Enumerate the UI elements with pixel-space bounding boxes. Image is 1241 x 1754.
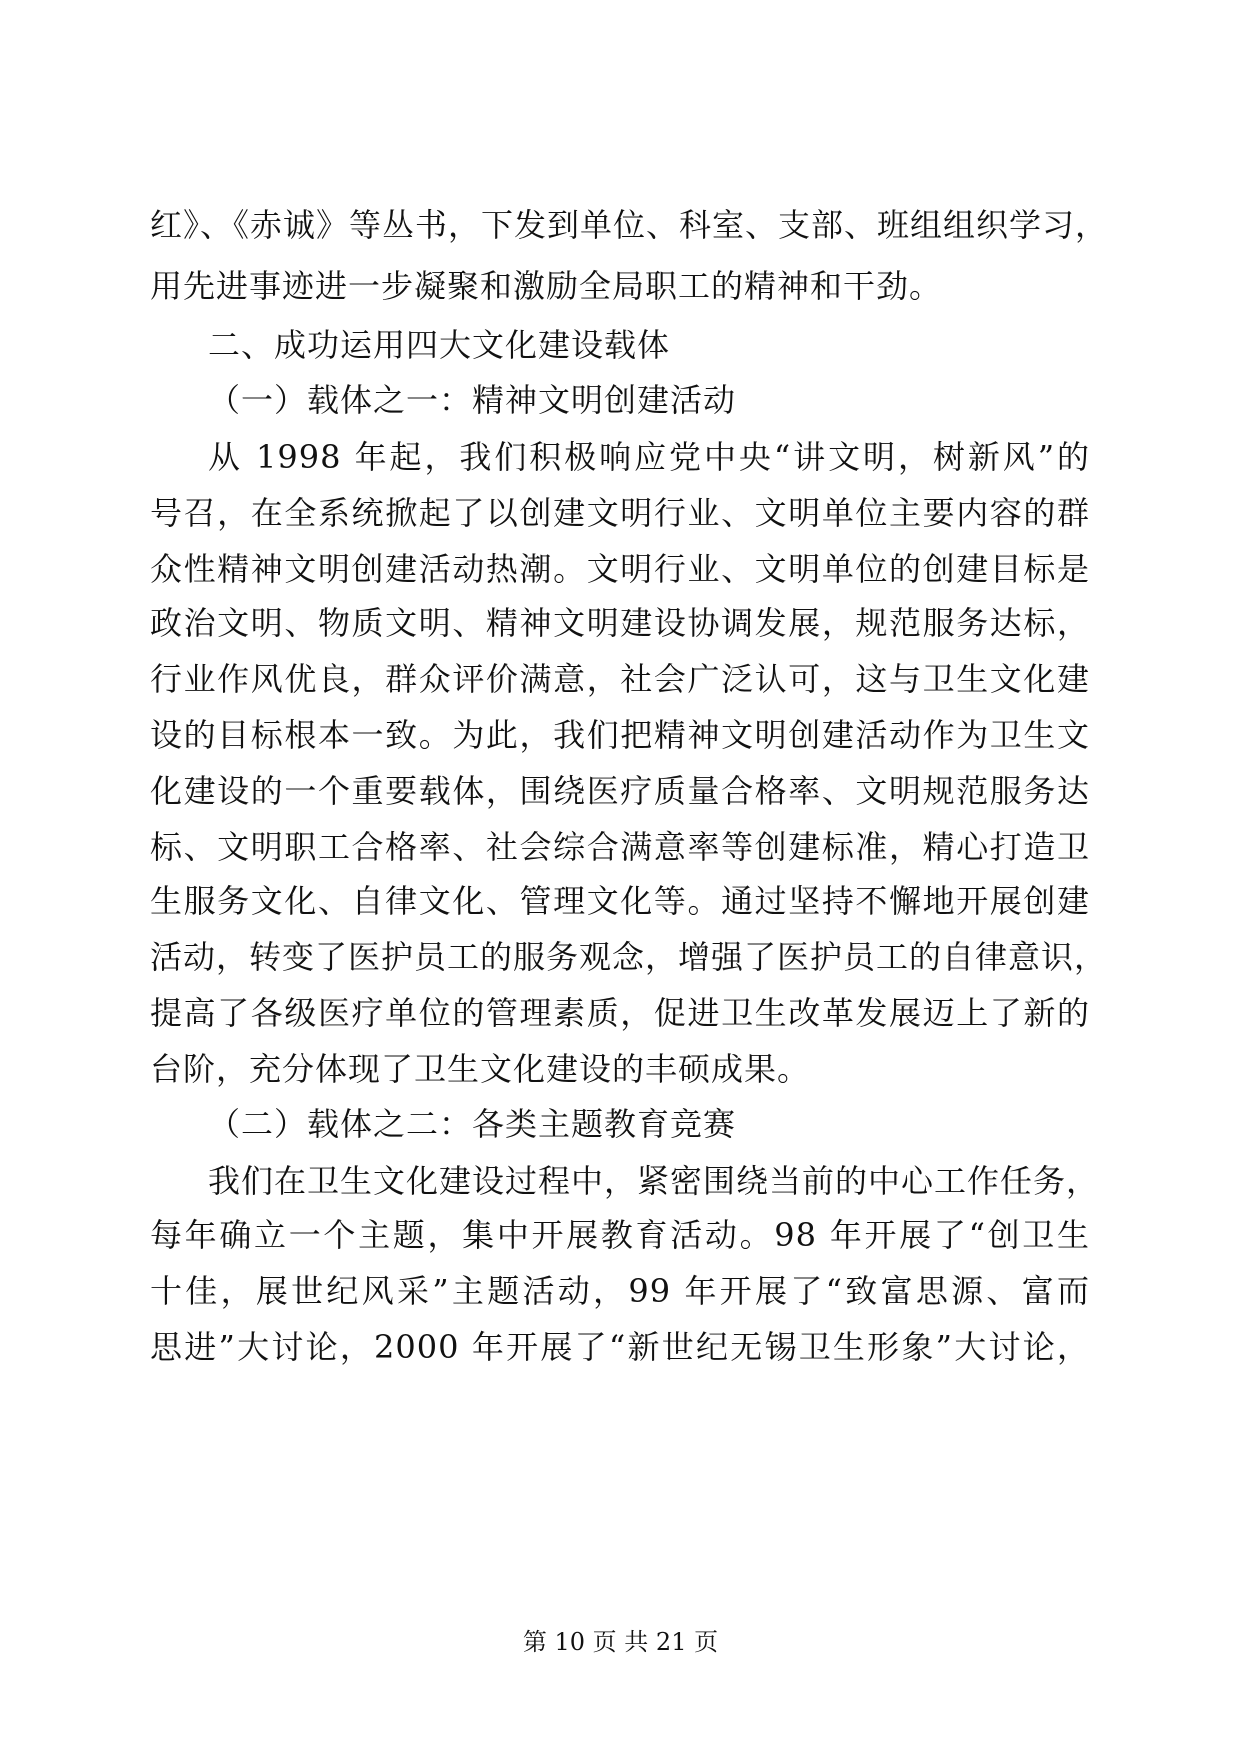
text-line: 用先进事迹进一步凝聚和激励全局职工的精神和干劲。 bbox=[150, 267, 943, 305]
text-line: 行业作风优良，群众评价满意，社会广泛认可，这与卫生文化建 bbox=[150, 660, 1090, 698]
text-line: 每年确立一个主题，集中开展教育活动。98 年开展了“创卫生 bbox=[150, 1216, 1090, 1254]
subsection-heading: （一）载体之一：精神文明创建活动 bbox=[208, 381, 737, 419]
text-line: 提高了各级医疗单位的管理素质，促进卫生改革发展迈上了新的 bbox=[150, 994, 1090, 1032]
text-line: 台阶，充分体现了卫生文化建设的丰硕成果。 bbox=[150, 1050, 811, 1088]
page-number-footer: 第 10 页 共 21 页 bbox=[522, 1628, 719, 1656]
text-line: 号召，在全系统掀起了以创建文明行业、文明单位主要内容的群 bbox=[150, 494, 1090, 532]
text-line: 从 1998 年起，我们积极响应党中央“讲文明，树新风”的 bbox=[208, 438, 1090, 476]
text-line: 众性精神文明创建活动热潮。文明行业、文明单位的创建目标是 bbox=[150, 550, 1090, 588]
text-line: 红》、《赤诚》等丛书，下发到单位、科室、支部、班组组织学习， bbox=[150, 206, 1109, 244]
subsection-heading: （二）载体之二：各类主题教育竞赛 bbox=[208, 1105, 737, 1143]
text-line: 我们在卫生文化建设过程中，紧密围绕当前的中心工作任务， bbox=[208, 1162, 1100, 1200]
text-line: 标、文明职工合格率、社会综合满意率等创建标准，精心打造卫 bbox=[150, 828, 1090, 866]
text-line: 活动，转变了医护员工的服务观念，增强了医护员工的自律意识， bbox=[150, 938, 1108, 976]
text-line: 思进”大讨论，2000 年开展了“新世纪无锡卫生形象”大讨论， bbox=[150, 1328, 1090, 1366]
text-line: 十佳，展世纪风采”主题活动，99 年开展了“致富思源、富而 bbox=[150, 1272, 1090, 1310]
text-line: 政治文明、物质文明、精神文明建设协调发展，规范服务达标， bbox=[150, 604, 1090, 642]
section-heading: 二、成功运用四大文化建设载体 bbox=[208, 326, 671, 364]
text-line: 化建设的一个重要载体，围绕医疗质量合格率、文明规范服务达 bbox=[150, 772, 1090, 810]
text-line: 生服务文化、自律文化、管理文化等。通过坚持不懈地开展创建 bbox=[150, 882, 1090, 920]
text-line: 设的目标根本一致。为此，我们把精神文明创建活动作为卫生文 bbox=[150, 716, 1090, 754]
